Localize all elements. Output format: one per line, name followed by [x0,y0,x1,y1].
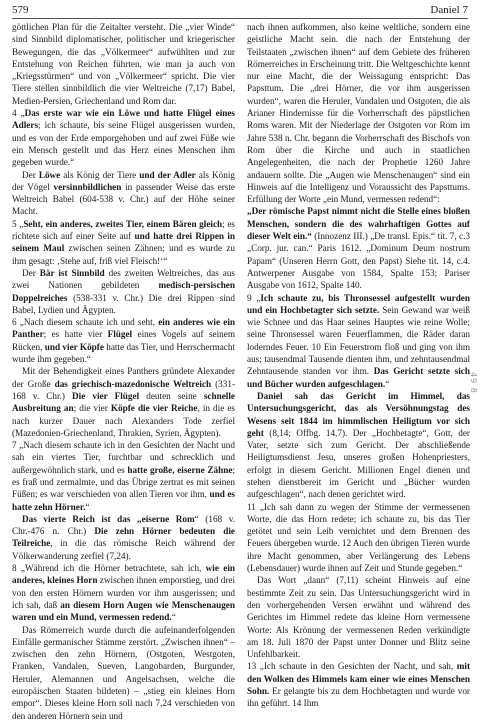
bold-text: Das erste war wie ein Löwe und hatte Flügel eines Adlers [12,108,236,131]
text-run: ; es fraß und zermalmte, und das Übrige zertrat es mit seinen Füßen; es war verschieden von allen Tieren vor ihm, [12,464,235,500]
text-run: als König der Tiere [60,169,140,180]
bold-text: ein anderes wie ein Panther [12,317,236,340]
bold-text: hatte große, eiserne Zähne [127,464,233,475]
text-run: “ [85,501,90,512]
paragraph [12,267,235,316]
paragraph [12,316,235,365]
text-run: (331-168 v. Chr.) [12,378,235,401]
paragraph [12,624,235,722]
bold-text: Seht, ein anderes, zweites Tier, einem Bären gleich [23,218,223,229]
bold-text: und es hatte zehn Hörner. [12,489,236,512]
text-run: (538-331 v. Chr.) Die drei Rippen sind Babel, Lydien und Ägypten. [12,292,235,315]
text-run: ; die vier [73,403,111,414]
text-run: Er gelangte bis zu dem Hochbetagten und wurde vor ihn geführt. 14 Ihm [247,686,470,709]
text-run: deuten seine [139,390,204,401]
bold-text: Die zehn Hörner bedeuten die Teilreiche [12,526,235,549]
header-rule [12,18,468,19]
paragraph [12,365,235,439]
paragraph [247,292,470,390]
text-run: in passender Weise das erste Weltreich Babel (604-538 v. Chr.) auf der Höhe seiner Macht. [12,181,235,217]
text-run: 13 „Ich schaute in den Gesichten der Nacht, und sah, [247,661,457,672]
text-run: , in die das römische Reich während der Völkerwanderung zerfiel (7,24). [12,538,235,561]
paragraph [247,574,470,660]
paragraph [12,107,235,168]
text-run: als König der Vögel [12,169,236,192]
text-run: “ [385,378,390,389]
bold-text: Ich schaute zu, bis Thronsessel aufgestellt wurden und ein Hochbetagter sich setzte. [247,292,470,315]
text-run: hatte das Tier, und Herrschermacht wurde ihm gegeben.“ [12,341,235,365]
text-run: nach ihnen aufkommen, also keine weltliche, sondern eine geistliche Macht sein. die nach der Entstehung der Teilstaaten „zwischen ihnen“ auf dem Gebiete des früheren Römerreiches in Erscheinung tritt. Die Weltgeschichte kennt nur eine Macht, die der Weissagung entspricht: Das Papsttum. Die „drei Hörner, die vor ihm ausgerissen wurden“, waren die Heruler, Vandalen und Ostgoten, die als Arianer Hindernisse für die Vorherrschaft des päpstlichen Roms waren. Mit der Niederlage der Ostgoten vor Rom im Jahre 538 n. Chr. begann die Vorherrschaft des Bischofs von Rom über die Kirche und auch in staatlichen Angelegenheiten, die nach der Prophetie 1260 Jahre andauern sollte. Die „Augen wie Menschenaugen“ sind ein Hinweis auf die Intelligenz und Voraussicht des Papsttums. Erfüllung der Worte „ein Mund, vermessen redend“: [247,22,470,205]
running-header: Daniel 7 [430,4,468,16]
bold-text: Das vierte Reich ist das „eiserne Rom [22,513,195,524]
paragraph [247,390,470,501]
right-column [247,21,470,707]
text-run: , in die es nach kurzer Dauer nach Alexanders Tode zerfiel (Mazedonien-Griechenland, Thrakien, Syrien, Ägypten). [12,403,235,438]
paragraph [12,439,235,513]
text-run: zwischen seinen Zähnen; und es wurde zu ihm gesagt: ‚Stehe auf, friß viel Fleisch!‘“ [12,243,235,266]
text-run: göttlichen Plan für die Zeitalter versteht. Die „vier Winde“ sind Sinnbild diplomatischer, politischer und kriegerischer Bewegungen, die das „Völkermeer“ aufwühlten und zur Entstehung von Reichen führten, wie man ja auch von „Kriegsstürmen“ und von „Völkermeer“ spricht. Die vier Tiere stellen sinnbildlich die vier Weltreiche (7,17) Babel, Medien-Persien, Griechenland und Rom dar. [12,22,235,106]
text-run: (Innozenz III.) „De transl. Epis.“ tit. 7, c.3 „Corp. jur. can.“ Paris 1612. „Dominum Deum nostrum Papam“ (Unseren Herrn Gott, den Papst) Siehe tit. 14, c.4. Antwerpener Ausgabe von 1584, Spalte 153; Pariser Ausgabe von 1612, Spalte 140. [247,231,470,291]
bold-text: „Der römische Papst nimmt nicht die Stelle eines bloßen Menschen, sondern die des wahrhaftigen Gottes auf dieser Welt ein.“ [247,206,470,242]
text-run: ; es richtete sich auf einer Seite auf [12,218,235,242]
paragraph [247,501,470,575]
text-run: Das Wort „dann“ (7,11) scheint Hinweis auf eine bestimmte Zeit zu sein. Das Untersuchungsgericht wird in den vorhergehenden Versen erwähnt und während des Gerichtes im Himmel redete das kleine Horn vermessene Worte: Als Krönung der vermessenen Reden verkündigte am 18. Juli 1870 der Papst unter Donner und Blitz seine Unfehlbarkeit. [247,575,470,660]
bold-text: das griechisch-mazedonische Weltreich [54,378,212,389]
text-run: ; ich schaute, bis seine Flügel ausgerissen wurden, und es von der Erde emporgehoben und auf zwei Füße wie ein Mensch gestellt und das Herz eines Menschen ihm gegeben wurde.“ [12,120,235,168]
text-run: 5 „ [12,218,24,229]
paragraph [12,562,235,623]
text-run: 7 „Nach diesem schaute ich in den Gesichten der Nacht und sah ein viertes Tier, furchtbar und schrecklich und außergewöhnlich stark, und es [12,440,235,475]
text-run: Sein Gewand war weiß wie Schnee und das Haar seines Hauptes wie reine Wolle; seine Thronsessel waren Feuerflammen, die Räder daran loderndes Feuer. 10 Ein Feuerstrom floß und ging von ihm aus; tausendmal Tausende dienten ihm, und zehntausendmal Zehntausende standen vor ihm. [247,304,470,377]
paragraph [247,660,470,709]
text-run: 8 „Während ich die Hörner betrachtete, sah ich, [12,563,206,574]
text-run: Mit der Behendigkeit eines Panthers gründete Alexander der Große [12,366,235,389]
text-run: Das Römerreich wurde durch die aufeinanderfolgenden Einfälle germanischer Stämme zerstört. „Zwischen ihnen“ – zwischen den zehn Hörnern, (Ostgoten, Westgoten, Franken, Vandalen, Sueven, Langobarden, Burgunder, Heruler, Alemannen und Angelsachsen, welche die europäischen Staaten bildeten) – „stieg ein kleines Horn empor“. Dieses kleine Horn soll nach 7,24 verschieden von den anderen Hörnern sein und [12,624,235,721]
bold-text: versinnbildlichen [53,181,122,192]
page-number: 579 [12,4,29,16]
bold-text: mit den Wolken des Himmels kam einer wie eines Menschen Sohn. [247,661,470,697]
bold-text: medisch-persischen Doppelreiches [12,280,235,303]
bold-text: Köpfe die vier Reiche [110,403,198,414]
bold-text: Daniel sah das Gericht im Himmel, das Untersuchungsgericht, das als Versöhnungstag des Wesens seit 1844 im himmlischen Heiligtum vor sich geht [247,390,470,438]
bold-text: Flügel [107,329,133,340]
text-run: “ (168 v. Chr.-476 n. Chr.) [12,513,236,537]
text-run: Der [22,169,39,180]
text-run: (8,14; Offbg. 14,7). Der „Hochbetagte“, Gott, der Vater, setzte sich zum Gericht. Der abschließende Heiligtumsdienst Jesu, unseres großen Hohenpriesters, erfolgt in diesem Gericht. Millionen Engel dienen und stehen dienstbereit im Gericht und „Bücher wurden aufgeschlagen“, nach denen gerichtet wird. [247,427,470,500]
bold-text: schnelle Ausbreitung an [12,390,235,414]
bold-text: Löwe [38,169,61,180]
paragraph [247,205,470,291]
text-run: 11 „Ich sah dann zu wegen der Stimme der vermessenen Worte, die das Horn redete; ich schaute zu, bis das Tier getötet und sein Leib vernichtet und dem Brennen des Feuers übergeben wurde. 12 Auch den übrigen Tieren wurde ihre Macht genommen, aber Verlängerung des Lebens (Lebensdauer) wurde ihnen auf Zeit und Stunde gegeben.“ [247,501,470,574]
paragraph [12,513,235,562]
bold-text: und hatte drei Rippen in seinem Maul [12,231,235,254]
bold-text: Bär ist Sinnbild [39,267,105,278]
bold-text: Das Gericht setzte sich und Bücher wurden aufgeschlagen. [247,366,470,389]
paragraph [12,169,235,218]
text-run: des zweiten Weltreiches, das aus zwei Nationen gebildeten [12,267,235,291]
paragraph [12,218,235,267]
text-run: “ [171,612,176,623]
text-run: eines Vogels auf seinem Rücken, [12,329,235,352]
text-run: 6 „Nach diesem schaute ich und seht, [12,317,159,328]
text-run: zwischen ihnen emporstieg, und drei von den ersten Hörnern wurden vor ihm ausgerissen; und ich sah, daß [12,575,235,610]
text-run: 9 „ [247,292,261,303]
bold-text: und der Adler [139,169,196,180]
paragraph [247,21,470,205]
bold-text: und vier Köpfe [44,341,104,352]
bold-text: an diesem Horn Augen wie Menschenaugen waren und ein Mund, vermessen redend. [12,599,235,623]
text-run: 4 „ [12,108,25,119]
left-column [12,21,236,721]
bold-text: Die vier Flügel [72,390,140,401]
paragraph [12,21,235,107]
text-run: Der [22,267,40,278]
margin-annotation: 49 8 [469,372,478,394]
bold-text: wie ein anderes, kleines Horn [12,563,235,586]
text-run: ; es hatte vier [43,329,108,340]
